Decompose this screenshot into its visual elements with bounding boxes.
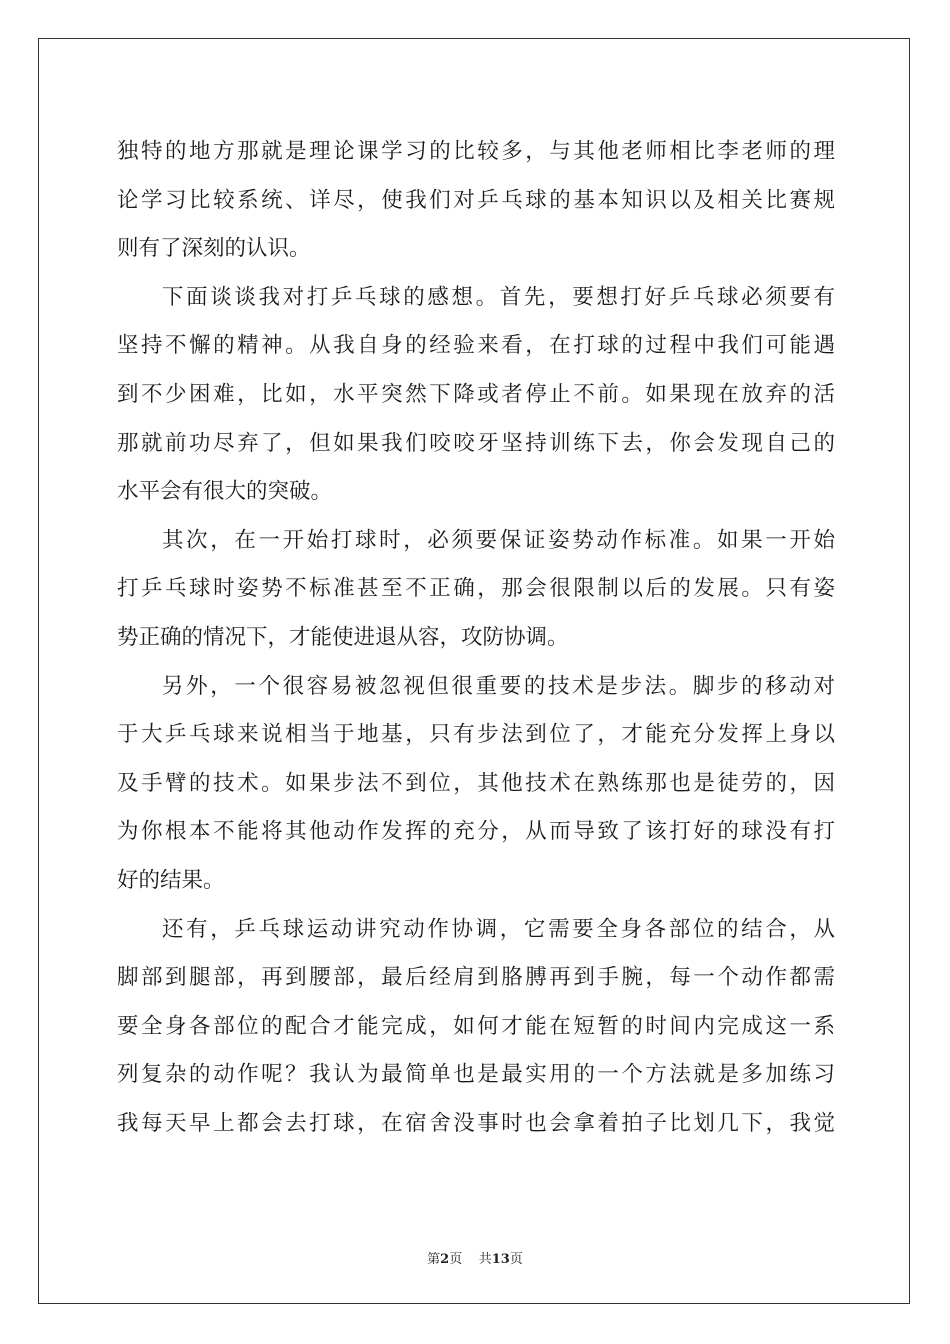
text-line: 打乒乓球时姿势不标准甚至不正确，那会很限制以后的发展。只有姿: [117, 576, 835, 602]
page-prefix: 第: [427, 1252, 441, 1267]
text-line: 好的结果。: [117, 867, 225, 893]
text-line: 还有，乒乓球运动讲究动作协调，它需要全身各部位的结合，从: [162, 916, 835, 942]
text-line: 则有了深刻的认识。: [117, 236, 311, 262]
text-line: 于大乒乓球来说相当于地基，只有步法到位了，才能充分发挥上身以: [117, 722, 835, 748]
total-pages: 13: [491, 1252, 510, 1267]
total-prefix: 共: [478, 1252, 492, 1267]
text-line: 到不少困难，比如，水平突然下降或者停止不前。如果现在放弃的活: [117, 381, 835, 407]
page-suffix: 页: [449, 1252, 463, 1267]
text-line: 下面谈谈我对打乒乓球的感想。首先，要想打好乒乓球必须要有: [162, 284, 835, 310]
text-line: 论学习比较系统、详尽，使我们对乒乓球的基本知识以及相关比赛规: [117, 187, 835, 213]
text-line: 为你根本不能将其他动作发挥的充分，从而导致了该打好的球没有打: [117, 819, 835, 845]
page-footer: [0, 1248, 950, 1267]
text-line: 我每天早上都会去打球，在宿舍没事时也会拿着拍子比划几下，我觉: [117, 1110, 835, 1136]
text-line: 坚持不懈的精神。从我自身的经验来看，在打球的过程中我们可能遇: [117, 333, 835, 359]
text-line: 脚部到腿部，再到腰部，最后经肩到胳膊再到手腕，每一个动作都需: [117, 965, 835, 991]
text-line: 那就前功尽弃了，但如果我们咬咬牙坚持训练下去，你会发现自己的: [117, 430, 835, 456]
text-line: 列复杂的动作呢？我认为最简单也是最实用的一个方法就是多加练习: [117, 1062, 835, 1088]
text-line: 及手臂的技术。如果步法不到位，其他技术在熟练那也是徒劳的，因: [117, 770, 835, 796]
text-line: 势正确的情况下，才能使进退从容，攻防协调。: [117, 624, 569, 650]
text-line: 独特的地方那就是理论课学习的比较多，与其他老师相比李老师的理: [117, 139, 835, 164]
body-text: [117, 128, 835, 1148]
text-line: 另外，一个很容易被忽视但很重要的技术是步法。脚步的移动对: [162, 673, 835, 699]
text-line: 其次，在一开始打球时，必须要保证姿势动作标准。如果一开始: [162, 527, 835, 553]
text-line: 要全身各部位的配合才能完成，如何才能在短暂的时间内完成这一系: [117, 1013, 835, 1039]
page-number: 2: [440, 1252, 450, 1267]
text-line: 水平会有很大的突破。: [117, 479, 333, 505]
total-suffix: 页: [509, 1252, 523, 1267]
